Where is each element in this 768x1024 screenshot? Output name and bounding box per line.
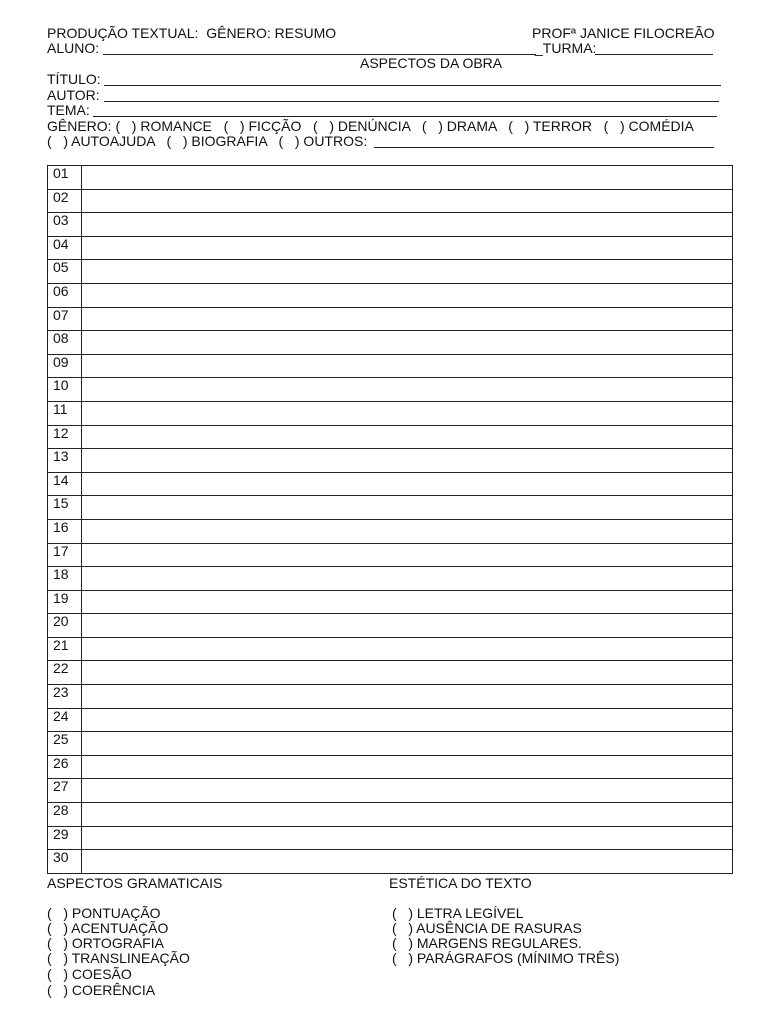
table-row (48, 850, 733, 874)
author-label: AUTOR: (47, 87, 100, 103)
table-row (48, 378, 733, 402)
writing-line[interactable] (82, 166, 733, 190)
table-row (48, 826, 733, 850)
writing-line[interactable] (82, 661, 733, 685)
aesthetics-heading: ESTÉTICA DO TEXTO (389, 875, 532, 891)
table-row (48, 401, 733, 425)
line-number: 05 (48, 260, 82, 284)
grammar-item[interactable]: ( ) COERÊNCIA (47, 982, 156, 998)
line-number: 21 (48, 637, 82, 661)
writing-line[interactable] (82, 590, 733, 614)
line-number: 25 (48, 732, 82, 756)
writing-line[interactable] (82, 614, 733, 638)
teacher-name: PROFª JANICE FILOCREÃO (532, 25, 715, 41)
writing-line[interactable] (82, 708, 733, 732)
theme-label: TEMA: (47, 102, 90, 118)
line-number: 03 (48, 213, 82, 237)
writing-line[interactable] (82, 543, 733, 567)
line-number: 02 (48, 189, 82, 213)
other-genre-field[interactable] (374, 147, 714, 148)
line-number: 24 (48, 708, 82, 732)
table-row (48, 803, 733, 827)
writing-sheet (47, 165, 733, 874)
writing-line[interactable] (82, 779, 733, 803)
table-row (48, 307, 733, 331)
class-field[interactable] (595, 54, 713, 55)
table-row (48, 260, 733, 284)
grammar-item[interactable]: ( ) ORTOGRAFIA (47, 935, 164, 951)
table-row (48, 543, 733, 567)
line-number: 17 (48, 543, 82, 567)
writing-line[interactable] (82, 354, 733, 378)
writing-line[interactable] (82, 850, 733, 874)
writing-line[interactable] (82, 519, 733, 543)
aesthetics-item[interactable]: ( ) MARGENS REGULARES. (392, 935, 582, 951)
title-field[interactable] (104, 85, 721, 86)
writing-line[interactable] (82, 496, 733, 520)
writing-line[interactable] (82, 425, 733, 449)
title-label: TÍTULO: (47, 71, 101, 87)
table-row (48, 354, 733, 378)
grammar-item[interactable]: ( ) ACENTUAÇÃO (47, 920, 169, 936)
grammar-item[interactable]: ( ) COESÃO (47, 966, 132, 982)
line-number: 16 (48, 519, 82, 543)
grammar-item[interactable]: ( ) PONTUAÇÃO (47, 905, 161, 921)
table-row (48, 614, 733, 638)
writing-line[interactable] (82, 307, 733, 331)
table-row (48, 472, 733, 496)
writing-line[interactable] (82, 732, 733, 756)
table-row (48, 732, 733, 756)
writing-line[interactable] (82, 449, 733, 473)
aesthetics-item[interactable]: ( ) LETRA LEGÍVEL (392, 905, 524, 921)
line-number: 29 (48, 826, 82, 850)
writing-line[interactable] (82, 213, 733, 237)
table-row (48, 567, 733, 591)
table-row (48, 661, 733, 685)
writing-line[interactable] (82, 685, 733, 709)
writing-line[interactable] (82, 567, 733, 591)
aesthetics-item[interactable]: ( ) PARÁGRAFOS (MÍNIMO TRÊS) (392, 950, 620, 966)
table-row (48, 449, 733, 473)
work-heading: ASPECTOS DA OBRA (360, 55, 503, 71)
form-title: PRODUÇÃO TEXTUAL: GÊNERO: RESUMO (47, 25, 337, 41)
line-number: 04 (48, 236, 82, 260)
line-number: 30 (48, 850, 82, 874)
writing-line[interactable] (82, 472, 733, 496)
writing-line[interactable] (82, 283, 733, 307)
line-number: 14 (48, 472, 82, 496)
writing-line[interactable] (82, 236, 733, 260)
table-row (48, 425, 733, 449)
table-row (48, 496, 733, 520)
line-number: 22 (48, 661, 82, 685)
line-number: 08 (48, 331, 82, 355)
line-number: 06 (48, 283, 82, 307)
writing-line[interactable] (82, 401, 733, 425)
table-row (48, 519, 733, 543)
line-number: 09 (48, 354, 82, 378)
table-row (48, 283, 733, 307)
line-number: 07 (48, 307, 82, 331)
line-number: 18 (48, 567, 82, 591)
line-number: 23 (48, 685, 82, 709)
table-row (48, 236, 733, 260)
author-field[interactable] (104, 101, 719, 102)
table-row (48, 637, 733, 661)
theme-field[interactable] (93, 116, 717, 117)
genre-options[interactable]: GÊNERO: ( ) ROMANCE ( ) FICÇÃO ( ) DENÚNCIA ( ) DRAMA ( ) TERROR ( ) COMÉDIA (47, 118, 694, 134)
line-number: 15 (48, 496, 82, 520)
writing-line[interactable] (82, 803, 733, 827)
table-row (48, 590, 733, 614)
table-row (48, 685, 733, 709)
line-number: 27 (48, 779, 82, 803)
line-number: 26 (48, 755, 82, 779)
writing-line[interactable] (82, 260, 733, 284)
writing-line[interactable] (82, 189, 733, 213)
aesthetics-item[interactable]: ( ) AUSÊNCIA DE RASURAS (392, 920, 582, 936)
line-number: 11 (48, 401, 82, 425)
class-label: _TURMA: (535, 40, 597, 56)
line-number: 20 (48, 614, 82, 638)
writing-line[interactable] (82, 755, 733, 779)
table-row (48, 331, 733, 355)
writing-line[interactable] (82, 331, 733, 355)
line-number: 13 (48, 449, 82, 473)
table-row (48, 189, 733, 213)
student-label: ALUNO: (47, 40, 100, 56)
line-number: 10 (48, 378, 82, 402)
line-number: 01 (48, 166, 82, 190)
table-row (48, 166, 733, 190)
table-row (48, 779, 733, 803)
grammar-heading: ASPECTOS GRAMATICAIS (47, 875, 223, 891)
table-row (48, 708, 733, 732)
table-row (48, 213, 733, 237)
line-number: 28 (48, 803, 82, 827)
genre-options-2[interactable]: ( ) AUTOAJUDA ( ) BIOGRAFIA ( ) OUTROS: (47, 133, 368, 149)
writing-line[interactable] (82, 637, 733, 661)
writing-line[interactable] (82, 378, 733, 402)
grammar-item[interactable]: ( ) TRANSLINEAÇÃO (47, 950, 190, 966)
line-number: 12 (48, 425, 82, 449)
writing-line[interactable] (82, 826, 733, 850)
table-row (48, 755, 733, 779)
line-number: 19 (48, 590, 82, 614)
